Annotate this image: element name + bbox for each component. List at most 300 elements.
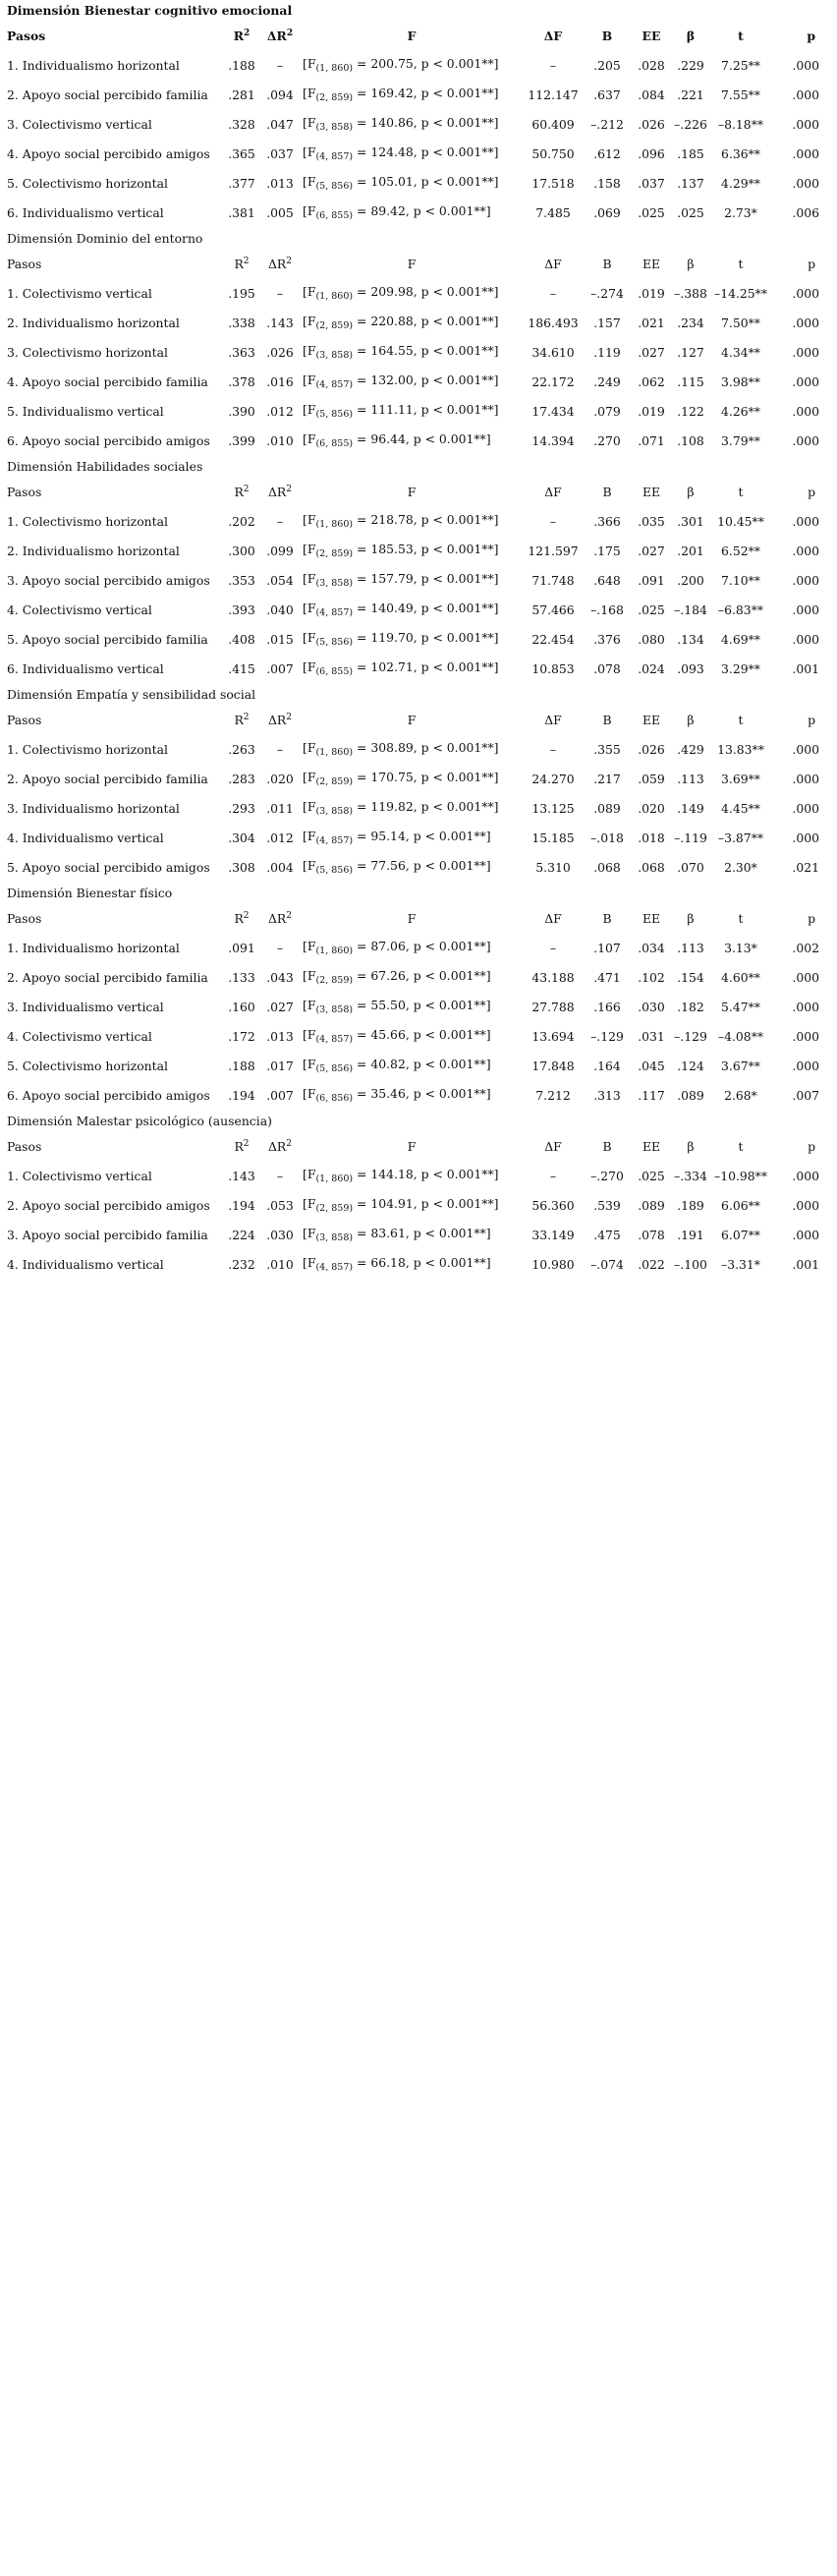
header-r2-superscript: 2 <box>243 485 250 495</box>
f-statistic <box>299 110 525 140</box>
f-open: [F <box>303 86 316 101</box>
delta-r2-value: .020 <box>266 771 294 786</box>
table-row <box>0 794 829 824</box>
r2-value: .188 <box>228 57 255 73</box>
header-r2-label: R <box>234 485 244 500</box>
delta-r2-value: .037 <box>266 145 294 161</box>
beta-value: .221 <box>677 86 704 102</box>
p-value: .000 <box>792 86 820 102</box>
f-statistic <box>299 824 525 853</box>
r2-value: .091 <box>228 940 255 955</box>
section-title: Dimensión Empatía y sensibilidad social <box>7 686 256 702</box>
step-label: 4. Apoyo social percibido familia <box>7 373 208 389</box>
p-value: .000 <box>792 1168 820 1183</box>
f-degrees-of-freedom: (5, 856) <box>315 637 354 649</box>
b-value: .366 <box>593 513 621 529</box>
beta-value: –.119 <box>674 830 707 845</box>
header-delta-r2-superscript: 2 <box>286 713 292 723</box>
p-value: .006 <box>792 204 820 220</box>
header-t: t <box>738 28 744 43</box>
beta-value: .189 <box>677 1197 704 1213</box>
step-label: 2. Apoyo social percibido amigos <box>7 1197 210 1213</box>
f-value-text: = 119.82, p < 0.001**] <box>357 799 499 815</box>
f-statistic <box>299 1052 525 1081</box>
b-value: .648 <box>593 572 621 588</box>
f-statistic <box>299 794 525 824</box>
step-label: 5. Individualismo vertical <box>7 403 164 419</box>
header-delta-r2 <box>261 706 299 735</box>
r2-value: .143 <box>228 1168 255 1183</box>
r2-value: .353 <box>228 572 255 588</box>
header-delta-r2-label: ΔR <box>267 713 287 728</box>
f-statistic <box>299 140 525 169</box>
ee-value: .037 <box>638 175 665 191</box>
f-statistic <box>299 1022 525 1052</box>
f-degrees-of-freedom: (4, 857) <box>315 379 354 391</box>
table-row <box>0 655 829 684</box>
step-label: 5. Colectivismo horizontal <box>7 1058 168 1073</box>
delta-f-value: 50.750 <box>531 145 575 161</box>
f-degrees-of-freedom: (5, 856) <box>315 1063 354 1075</box>
ee-value: .045 <box>638 1058 665 1073</box>
section-title-row <box>0 883 829 904</box>
p-value: .000 <box>792 771 820 786</box>
f-degrees-of-freedom: (3, 858) <box>315 806 354 818</box>
header-pasos: Pasos <box>7 28 46 43</box>
b-value: –.168 <box>590 601 624 617</box>
step-label: 3. Colectivismo vertical <box>7 116 152 132</box>
delta-f-value: 22.172 <box>531 373 575 389</box>
delta-f-value: 33.149 <box>531 1227 575 1242</box>
header-delta-f: ΔF <box>544 910 562 926</box>
f-degrees-of-freedom: (1, 860) <box>315 945 354 957</box>
delta-f-value: 71.748 <box>531 572 575 588</box>
step-label: 1. Individualismo horizontal <box>7 57 180 73</box>
delta-r2-value: .013 <box>266 1028 294 1044</box>
ee-value: .021 <box>638 315 665 330</box>
f-degrees-of-freedom: (6, 855) <box>315 666 354 678</box>
table-row <box>0 1250 829 1280</box>
p-value: .000 <box>792 403 820 419</box>
header-beta: β <box>687 1138 695 1154</box>
beta-value: .200 <box>677 572 704 588</box>
f-statistic <box>299 507 525 537</box>
p-value: .000 <box>792 800 820 816</box>
f-value-text: = 96.44, p < 0.001**] <box>357 431 491 447</box>
step-label: 2. Individualismo horizontal <box>7 543 180 558</box>
header-delta-r2-superscript: 2 <box>286 485 292 495</box>
step-label: 3. Apoyo social percibido familia <box>7 1227 208 1242</box>
header-beta: β <box>687 712 695 727</box>
delta-f-value: – <box>549 513 557 529</box>
t-value: 6.36** <box>721 145 760 161</box>
beta-value: .301 <box>677 513 704 529</box>
beta-value: .234 <box>677 315 704 330</box>
b-value: .079 <box>593 403 621 419</box>
table-row <box>0 368 829 397</box>
r2-value: .160 <box>228 999 255 1014</box>
f-degrees-of-freedom: (2, 859) <box>315 92 354 104</box>
header-t: t <box>738 1138 744 1154</box>
t-value: 4.29** <box>721 175 760 191</box>
b-value: –.074 <box>590 1256 624 1272</box>
beta-value: .113 <box>677 771 704 786</box>
ee-value: .020 <box>638 800 665 816</box>
p-value: .000 <box>792 344 820 360</box>
header-delta-r2 <box>261 22 299 51</box>
b-value: .217 <box>593 771 621 786</box>
column-header-row <box>0 706 829 735</box>
f-value-text: = 218.78, p < 0.001**] <box>357 512 499 528</box>
delta-r2-value: .007 <box>266 660 294 676</box>
step-label: 3. Individualismo horizontal <box>7 800 180 816</box>
f-degrees-of-freedom: (3, 858) <box>315 122 354 134</box>
delta-r2-value: .005 <box>266 204 294 220</box>
f-degrees-of-freedom: (5, 856) <box>315 181 354 193</box>
header-r2-label: R <box>234 1139 244 1155</box>
b-value: .637 <box>593 86 621 102</box>
b-value: .158 <box>593 175 621 191</box>
ee-value: .026 <box>638 741 665 757</box>
header-delta-f: ΔF <box>544 712 562 727</box>
f-degrees-of-freedom: (4, 857) <box>315 835 354 847</box>
delta-f-value: 186.493 <box>528 315 579 330</box>
f-degrees-of-freedom: (6, 855) <box>315 210 354 222</box>
f-value-text: = 45.66, p < 0.001**] <box>357 1027 491 1043</box>
p-value: .000 <box>792 373 820 389</box>
b-value: .270 <box>593 432 621 448</box>
header-p: p <box>808 484 816 499</box>
header-b: B <box>602 712 612 727</box>
delta-f-value: 10.980 <box>531 1256 575 1272</box>
table-row <box>0 1081 829 1111</box>
b-value: .089 <box>593 800 621 816</box>
f-statistic <box>299 368 525 397</box>
ee-value: .096 <box>638 145 665 161</box>
t-value: 3.98** <box>721 373 760 389</box>
f-statistic <box>299 169 525 199</box>
beta-value: .124 <box>677 1058 704 1073</box>
delta-f-value: – <box>549 1168 557 1183</box>
delta-r2-value: .027 <box>266 999 294 1014</box>
f-open: [F <box>303 1027 316 1043</box>
f-statistic <box>299 1191 525 1221</box>
ee-value: .035 <box>638 513 665 529</box>
step-label: 4. Apoyo social percibido amigos <box>7 145 210 161</box>
f-statistic <box>299 537 525 566</box>
f-value-text: = 170.75, p < 0.001**] <box>357 770 499 785</box>
r2-value: .133 <box>228 969 255 985</box>
header-ee: EE <box>642 910 661 926</box>
ee-value: .068 <box>638 859 665 875</box>
delta-r2-value: – <box>276 285 284 301</box>
ee-value: .019 <box>638 285 665 301</box>
delta-f-value: 56.360 <box>531 1197 575 1213</box>
b-value: –.129 <box>590 1028 624 1044</box>
ee-value: .078 <box>638 1227 665 1242</box>
f-statistic <box>299 765 525 794</box>
f-statistic <box>299 934 525 963</box>
t-value: 2.68* <box>724 1087 757 1103</box>
delta-f-value: – <box>549 741 557 757</box>
f-value-text: = 40.82, p < 0.001**] <box>357 1057 491 1072</box>
delta-r2-value: .004 <box>266 859 294 875</box>
ee-value: .062 <box>638 373 665 389</box>
beta-value: .025 <box>677 204 704 220</box>
b-value: –.018 <box>590 830 624 845</box>
table-row <box>0 1022 829 1052</box>
delta-f-value: – <box>549 57 557 73</box>
p-value: .000 <box>792 741 820 757</box>
t-value: 3.79** <box>721 432 760 448</box>
b-value: .166 <box>593 999 621 1014</box>
delta-r2-value: .054 <box>266 572 294 588</box>
f-value-text: = 83.61, p < 0.001**] <box>357 1226 491 1241</box>
t-value: 4.45** <box>721 800 760 816</box>
delta-r2-value: – <box>276 57 284 73</box>
b-value: .119 <box>593 344 621 360</box>
t-value: –14.25** <box>714 285 768 301</box>
p-value: .000 <box>792 1227 820 1242</box>
r2-value: .381 <box>228 204 255 220</box>
r2-value: .283 <box>228 771 255 786</box>
delta-r2-value: .043 <box>266 969 294 985</box>
b-value: –.212 <box>590 116 624 132</box>
section-title-row <box>0 456 829 478</box>
delta-r2-value: .013 <box>266 175 294 191</box>
t-value: 7.50** <box>721 315 760 330</box>
p-value: .001 <box>792 660 820 676</box>
beta-value: .113 <box>677 940 704 955</box>
step-label: 3. Apoyo social percibido amigos <box>7 572 210 588</box>
ee-value: .025 <box>638 204 665 220</box>
p-value: .000 <box>792 1028 820 1044</box>
table-row <box>0 110 829 140</box>
table-row <box>0 1221 829 1250</box>
table-row <box>0 309 829 338</box>
header-r2 <box>222 478 261 507</box>
ee-value: .117 <box>638 1087 665 1103</box>
ee-value: .024 <box>638 660 665 676</box>
p-value: .000 <box>792 57 820 73</box>
p-value: .000 <box>792 116 820 132</box>
header-t: t <box>738 712 744 727</box>
f-degrees-of-freedom: (2, 859) <box>315 1203 354 1215</box>
ee-value: .031 <box>638 1028 665 1044</box>
f-value-text: = 87.06, p < 0.001**] <box>357 939 491 954</box>
f-open: [F <box>303 829 316 844</box>
ee-value: .019 <box>638 403 665 419</box>
r2-value: .194 <box>228 1087 255 1103</box>
r2-value: .224 <box>228 1227 255 1242</box>
step-label: 1. Colectivismo horizontal <box>7 741 168 757</box>
header-r2-label: R <box>234 911 244 927</box>
header-delta-f: ΔF <box>544 1138 562 1154</box>
f-statistic <box>299 81 525 110</box>
b-value: .376 <box>593 631 621 647</box>
f-value-text: = 209.98, p < 0.001**] <box>357 284 499 300</box>
f-degrees-of-freedom: (3, 858) <box>315 1004 354 1016</box>
f-open: [F <box>303 601 316 616</box>
header-pasos: Pasos <box>7 484 42 499</box>
f-value-text: = 89.42, p < 0.001**] <box>357 203 491 219</box>
t-value: 4.26** <box>721 403 760 419</box>
beta-value: –.388 <box>674 285 707 301</box>
header-r2-label: R <box>233 29 245 44</box>
header-r2-superscript: 2 <box>243 257 250 267</box>
f-statistic <box>299 427 525 456</box>
r2-value: .363 <box>228 344 255 360</box>
step-label: 3. Individualismo vertical <box>7 999 164 1014</box>
p-value: .000 <box>792 572 820 588</box>
f-open: [F <box>303 659 316 675</box>
f-degrees-of-freedom: (1, 860) <box>315 747 354 759</box>
t-value: –3.31* <box>721 1256 760 1272</box>
delta-r2-value: .053 <box>266 1197 294 1213</box>
t-value: 10.45** <box>717 513 764 529</box>
header-beta: β <box>686 28 696 43</box>
header-delta-f: ΔF <box>544 484 562 499</box>
delta-f-value: 22.454 <box>531 631 575 647</box>
f-statistic <box>299 596 525 625</box>
beta-value: –.184 <box>674 601 707 617</box>
f-degrees-of-freedom: (6, 856) <box>315 1093 354 1105</box>
f-degrees-of-freedom: (4, 857) <box>315 1034 354 1046</box>
f-open: [F <box>303 542 316 557</box>
beta-value: .154 <box>677 969 704 985</box>
table-row <box>0 1052 829 1081</box>
header-p: p <box>808 1138 816 1154</box>
b-value: .078 <box>593 660 621 676</box>
section-title-row <box>0 684 829 706</box>
table-row <box>0 199 829 228</box>
delta-f-value: – <box>549 940 557 955</box>
f-degrees-of-freedom: (6, 855) <box>315 438 354 450</box>
header-r2-superscript: 2 <box>243 911 250 922</box>
p-value: .000 <box>792 830 820 845</box>
f-value-text: = 102.71, p < 0.001**] <box>357 659 499 675</box>
r2-value: .328 <box>228 116 255 132</box>
step-label: 3. Colectivismo horizontal <box>7 344 168 360</box>
r2-value: .293 <box>228 800 255 816</box>
header-pasos: Pasos <box>7 712 42 727</box>
f-degrees-of-freedom: (3, 858) <box>315 1232 354 1244</box>
header-r2-superscript: 2 <box>243 713 250 723</box>
f-statistic <box>299 338 525 368</box>
regression-document <box>0 0 837 1280</box>
beta-value: .229 <box>677 57 704 73</box>
beta-value: .182 <box>677 999 704 1014</box>
delta-f-value: 17.848 <box>531 1058 575 1073</box>
f-value-text: = 111.11, p < 0.001**] <box>357 402 499 418</box>
t-value: 3.69** <box>721 771 760 786</box>
header-b: B <box>602 256 612 271</box>
r2-value: .378 <box>228 373 255 389</box>
header-delta-r2-superscript: 2 <box>286 29 294 39</box>
step-label: 5. Apoyo social percibido amigos <box>7 859 210 875</box>
table-row <box>0 169 829 199</box>
delta-f-value: 17.518 <box>531 175 575 191</box>
delta-r2-value: – <box>276 741 284 757</box>
f-statistic <box>299 963 525 993</box>
f-degrees-of-freedom: (3, 858) <box>315 350 354 362</box>
beta-value: .127 <box>677 344 704 360</box>
f-degrees-of-freedom: (5, 856) <box>315 409 354 421</box>
t-value: –4.08** <box>717 1028 764 1044</box>
p-value: .002 <box>792 940 820 955</box>
f-value-text: = 164.55, p < 0.001**] <box>357 343 499 359</box>
step-label: 1. Individualismo horizontal <box>7 940 180 955</box>
header-f: F <box>407 1138 417 1154</box>
delta-r2-value: – <box>276 940 284 955</box>
b-value: .539 <box>593 1197 621 1213</box>
t-value: 2.73* <box>724 204 757 220</box>
f-open: [F <box>303 770 316 785</box>
t-value: 7.55** <box>721 86 760 102</box>
header-b: B <box>602 484 612 499</box>
table-row <box>0 963 829 993</box>
table-row <box>0 140 829 169</box>
r2-value: .415 <box>228 660 255 676</box>
section-title: Dimensión Bienestar físico <box>7 885 173 900</box>
p-value: .000 <box>792 145 820 161</box>
header-r2 <box>222 904 261 934</box>
r2-value: .300 <box>228 543 255 558</box>
column-header-row <box>0 250 829 279</box>
header-p: p <box>808 256 816 271</box>
f-open: [F <box>303 939 316 954</box>
delta-f-value: 60.409 <box>531 116 575 132</box>
r2-value: .377 <box>228 175 255 191</box>
table-row <box>0 507 829 537</box>
table-row <box>0 596 829 625</box>
r2-value: .304 <box>228 830 255 845</box>
f-statistic <box>299 993 525 1022</box>
t-value: 5.47** <box>721 999 760 1014</box>
t-value: 6.52** <box>721 543 760 558</box>
header-ee: EE <box>642 1138 661 1154</box>
step-label: 6. Individualismo vertical <box>7 204 164 220</box>
ee-value: .034 <box>638 940 665 955</box>
delta-r2-value: .143 <box>266 315 294 330</box>
step-label: 1. Colectivismo horizontal <box>7 513 168 529</box>
header-delta-f: ΔF <box>544 256 562 271</box>
step-label: 2. Individualismo horizontal <box>7 315 180 330</box>
delta-r2-value: .016 <box>266 373 294 389</box>
step-label: 6. Individualismo vertical <box>7 660 164 676</box>
table-row <box>0 397 829 427</box>
table-row <box>0 51 829 81</box>
f-open: [F <box>303 571 316 587</box>
f-degrees-of-freedom: (4, 857) <box>315 607 354 619</box>
delta-f-value: 24.270 <box>531 771 575 786</box>
f-open: [F <box>303 1196 316 1212</box>
table-row <box>0 566 829 596</box>
t-value: 7.25** <box>721 57 760 73</box>
delta-r2-value: .094 <box>266 86 294 102</box>
header-b: B <box>601 28 613 43</box>
beta-value: .115 <box>677 373 704 389</box>
delta-r2-value: .017 <box>266 1058 294 1073</box>
ee-value: .025 <box>638 601 665 617</box>
beta-value: –.334 <box>674 1168 707 1183</box>
t-value: 13.83** <box>717 741 764 757</box>
f-statistic <box>299 279 525 309</box>
f-open: [F <box>303 1255 316 1271</box>
delta-f-value: 43.188 <box>531 969 575 985</box>
t-value: 4.69** <box>721 631 760 647</box>
f-value-text: = 308.89, p < 0.001**] <box>357 740 499 756</box>
